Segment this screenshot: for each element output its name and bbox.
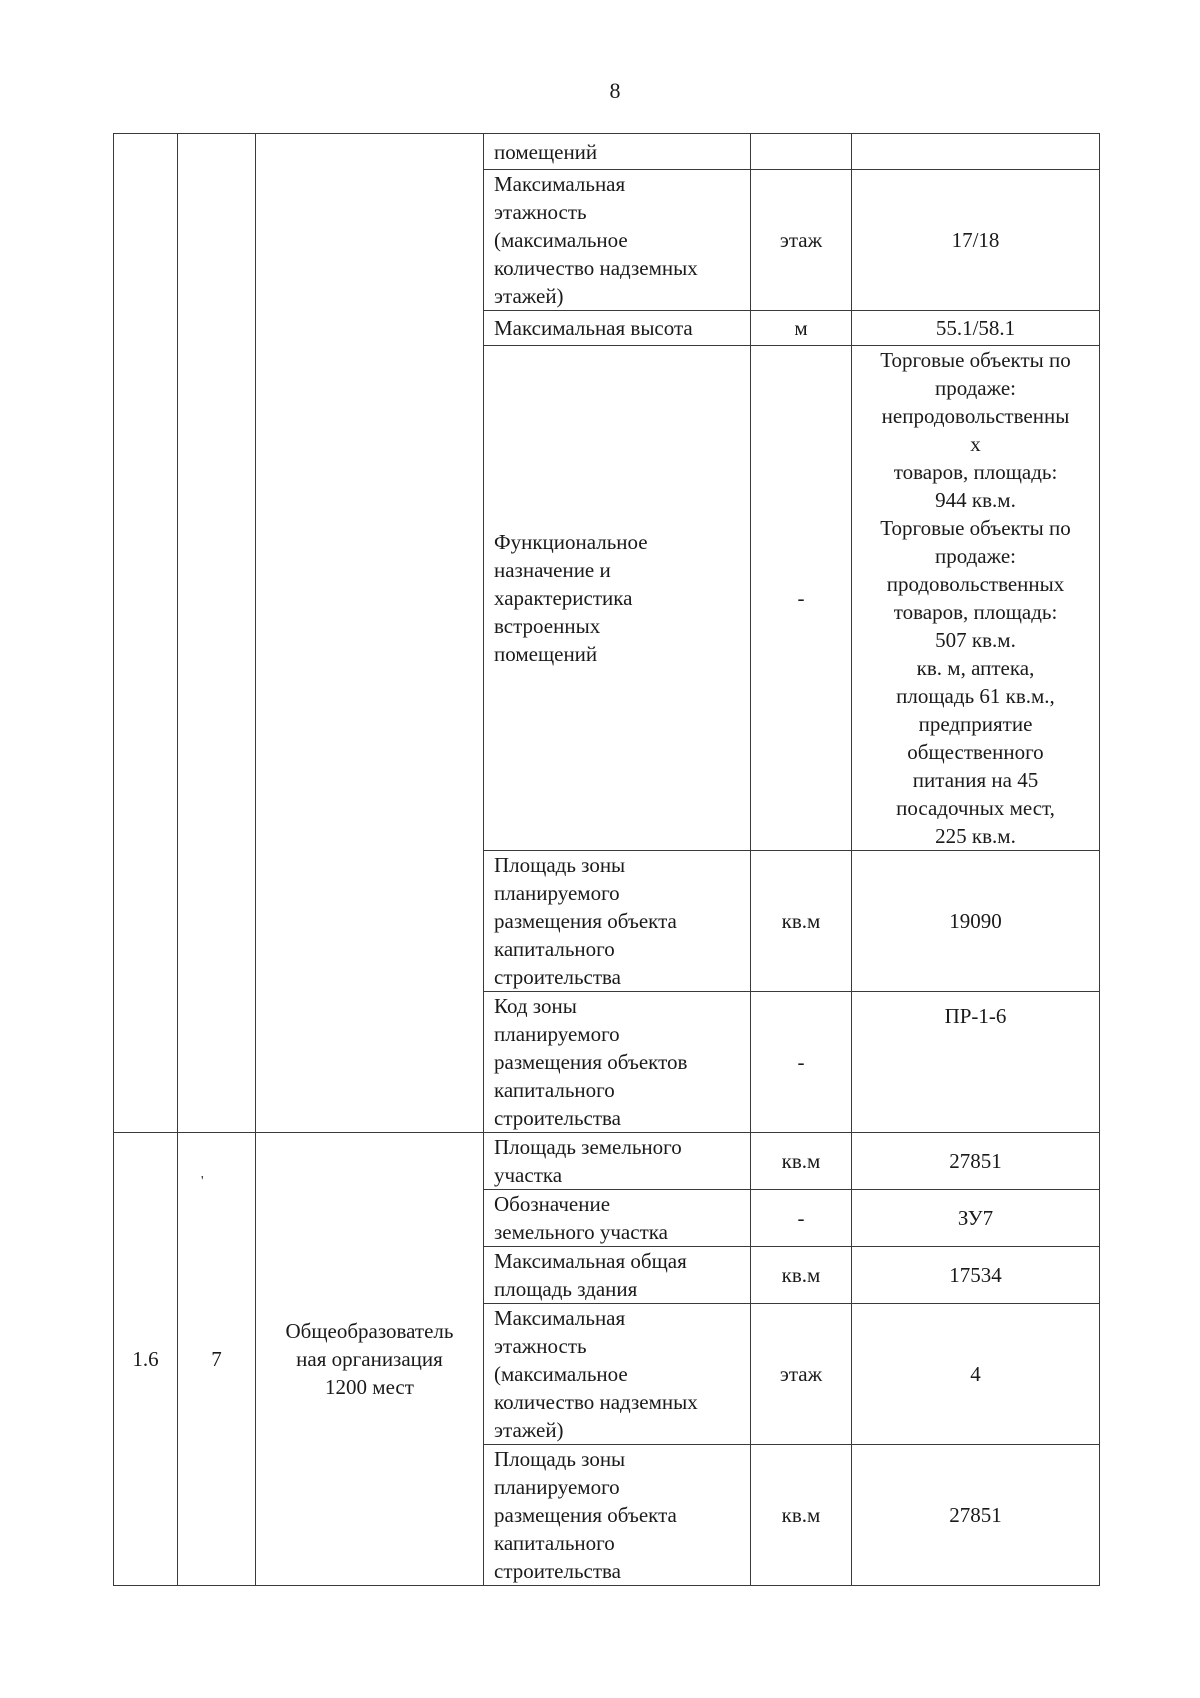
value-cell bbox=[852, 134, 1100, 170]
param-cell: Обозначение земельного участка bbox=[484, 1190, 751, 1247]
unit-cell: кв.м bbox=[751, 1133, 852, 1190]
unit-cell: кв.м bbox=[751, 1247, 852, 1304]
param-cell: Площадь зоны планируемого размещения объекта капитального строительства bbox=[484, 1445, 751, 1586]
value-cell: 19090 bbox=[852, 851, 1100, 992]
number-cell-empty bbox=[114, 134, 178, 1133]
value-cell: ПР-1-6 bbox=[852, 992, 1100, 1133]
unit-cell: этаж bbox=[751, 170, 852, 311]
param-cell: Максимальная общая площадь здания bbox=[484, 1247, 751, 1304]
position-cell-empty bbox=[178, 134, 256, 1133]
unit-cell: кв.м bbox=[751, 851, 852, 992]
value-cell: 17534 bbox=[852, 1247, 1100, 1304]
unit-cell: - bbox=[751, 346, 852, 851]
unit-cell: этаж bbox=[751, 1304, 852, 1445]
value-cell: 27851 bbox=[852, 1445, 1100, 1586]
table-row bbox=[114, 1133, 1100, 1190]
value-cell: 55.1/58.1 bbox=[852, 311, 1100, 346]
item-position: 7 bbox=[178, 1133, 256, 1586]
unit-cell: кв.м bbox=[751, 1445, 852, 1586]
param-cell: Площадь земельного участка bbox=[484, 1133, 751, 1190]
param-cell: Функциональное назначение и характеристика встроенных помещений bbox=[484, 346, 751, 851]
param-cell: Максимальная высота bbox=[484, 311, 751, 346]
value-cell: 4 bbox=[852, 1304, 1100, 1445]
unit-cell: - bbox=[751, 1190, 852, 1247]
parameters-table bbox=[113, 133, 1100, 1586]
unit-cell bbox=[751, 134, 852, 170]
stray-mark: ' bbox=[201, 1174, 204, 1189]
param-cell: Код зоны планируемого размещения объектов капитального строительства bbox=[484, 992, 751, 1133]
item-number: 1.6 bbox=[114, 1133, 178, 1586]
value-cell: ЗУ7 bbox=[852, 1190, 1100, 1247]
object-name: Общеобразователь ная организация 1200 мест bbox=[256, 1133, 484, 1586]
unit-cell: м bbox=[751, 311, 852, 346]
param-cell: Площадь зоны планируемого размещения объекта капитального строительства bbox=[484, 851, 751, 992]
value-cell: Торговые объекты по продаже: непродовольственны х товаров, площадь: 944 кв.м. Торговые объекты по продаже: продовольственных товаров, площадь: 507 кв.м. кв. м, аптека, площадь 61 кв.м., предприятие общественного питания на 45 посадочных мест, 225 кв.м. bbox=[852, 346, 1100, 851]
table-row bbox=[114, 134, 1100, 170]
name-cell-empty bbox=[256, 134, 484, 1133]
value-cell: 17/18 bbox=[852, 170, 1100, 311]
value-cell: 27851 bbox=[852, 1133, 1100, 1190]
unit-cell: - bbox=[751, 992, 852, 1133]
param-cell: Максимальная этажность (максимальное количество надземных этажей) bbox=[484, 170, 751, 311]
param-cell: помещений bbox=[484, 134, 751, 170]
page-number: 8 bbox=[609, 78, 621, 103]
param-cell: Максимальная этажность (максимальное количество надземных этажей) bbox=[484, 1304, 751, 1445]
